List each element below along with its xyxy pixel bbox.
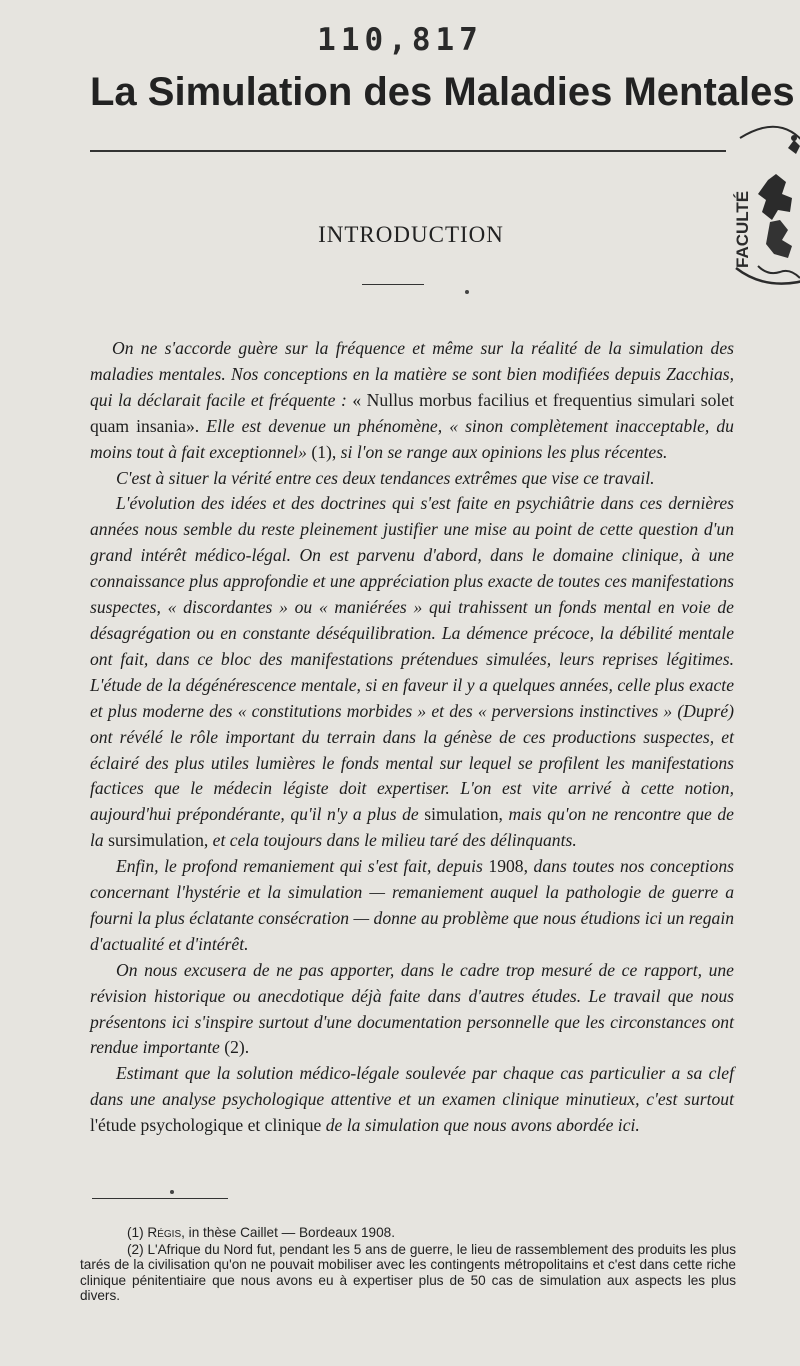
library-stamp-icon	[728, 118, 800, 298]
footnote-2: (2) L'Afrique du Nord fut, pendant les 5 ans de guerre, le lieu de rassemblement des produits les plus tarés de la civilisation qu'on ne pouvait mobiliser avec les contingents métropolitains et c'est dans cette riche clinique pénitentiaire que nous avons eu à expertiser plus de 50 cas de simulation aux aspects les plus divers.	[80, 1241, 736, 1304]
paragraph: On nous excusera de ne pas apporter, dans le cadre trop mesuré de ce rapport, une révision historique ou anecdotique déjà faite dans d'autres études. Le travail que nous présentons ici s'inspire surtout d'une documentation personnelle que les circonstances ont rendue importante (2).	[90, 959, 734, 1058]
catalog-number: 110,817	[317, 22, 483, 58]
footnote-reference: (1),	[311, 441, 337, 462]
footnote-divider	[92, 1198, 228, 1199]
body-text	[90, 336, 734, 1139]
footnotes	[80, 1225, 736, 1305]
speck-mark	[170, 1190, 174, 1194]
title-divider	[90, 150, 726, 152]
footnote-author: Régis,	[147, 1225, 185, 1240]
svg-text:FACULTÉ: FACULTÉ	[733, 190, 752, 268]
library-stamp	[728, 118, 800, 298]
paragraph: Enfin, le profond remaniement qui s'est fait, depuis 1908, dans toutes nos conceptions concernant l'hystérie et la simulation — remaniement auquel la pathologie de guerre a fourni la plus éclatante consécration — donne au problème que nous étudions ici un regain d'actualité et d'intérêt.	[90, 856, 734, 954]
section-heading: INTRODUCTION	[318, 222, 504, 247]
footnote-reference: (2).	[219, 1037, 250, 1058]
heading-divider	[362, 284, 424, 285]
paragraph: On ne s'accorde guère sur la fréquence et même sur la réalité de la simulation des maladies mentales. Nos conceptions en la matière se sont bien modifiées depuis Zacchias, qui la déclarait facile et fréquente : « Nullus morbus facilius et frequentius simulari solet quam insania». Elle est devenue un phénomène, « sinon complètement inacceptable, du moins tout à fait exceptionnel» (1), si l'on se range aux opinions les plus récentes.	[90, 338, 734, 462]
paragraph: C'est à situer la vérité entre ces deux tendances extrêmes que vise ce travail.	[116, 467, 655, 488]
paragraph: L'évolution des idées et des doctrines qui s'est faite en psychiâtrie dans ces dernières années nous semble du reste pleinement justifier une mise au point de cette question d'un grand intérêt médico-légal. On est parvenu d'abord, dans le domaine clinique, à une connaissance plus approfondie et une appréciation plus exacte de toutes ces manifestations suspectes, « discordantes » ou « maniérées » qui trahissent un fonds mental en voie de désagrégation ou en constante déséquilibration. La démence précoce, la débilité mentale ont fait, dans ce bloc des manifestations prétendues simulées, leurs reprises légitimes. L'étude de la dégénérescence mentale, si en faveur il y a quelques années, celle plus exacte et plus moderne des « constitutions morbides » et des « perversions instinctives » (Dupré) ont révélé le rôle important du terrain dans la génèse de ces productions suspectes, et éclairé des plus utiles lumières le fonds mental sur lequel se profilent les manifestations factices que le médecin légiste doit expertiser. L'on est vite arrivé à cette notion, aujourd'hui prépondérante, qu'il n'y a plus de simulation, mais qu'on ne rencontre que de la sursimulation, et cela toujours dans le milieu taré des délinquants.	[90, 493, 734, 851]
speck-mark	[465, 290, 469, 294]
paragraph: Estimant que la solution médico-légale soulevée par chaque cas particulier a sa clef dans une analyse psychologique attentive et un examen clinique minutieux, c'est surtout l'étude psychologique et clinique de la simulation que nous avons abordée ici.	[90, 1063, 734, 1136]
footnote-1: (1) Régis, in thèse Caillet — Bordeaux 1908.	[127, 1225, 395, 1240]
page-title: La Simulation des Maladies Mentales	[90, 70, 795, 114]
latin-quote: « Nullus morbus facilius et frequentius simulari solet quam insania».	[90, 389, 734, 436]
